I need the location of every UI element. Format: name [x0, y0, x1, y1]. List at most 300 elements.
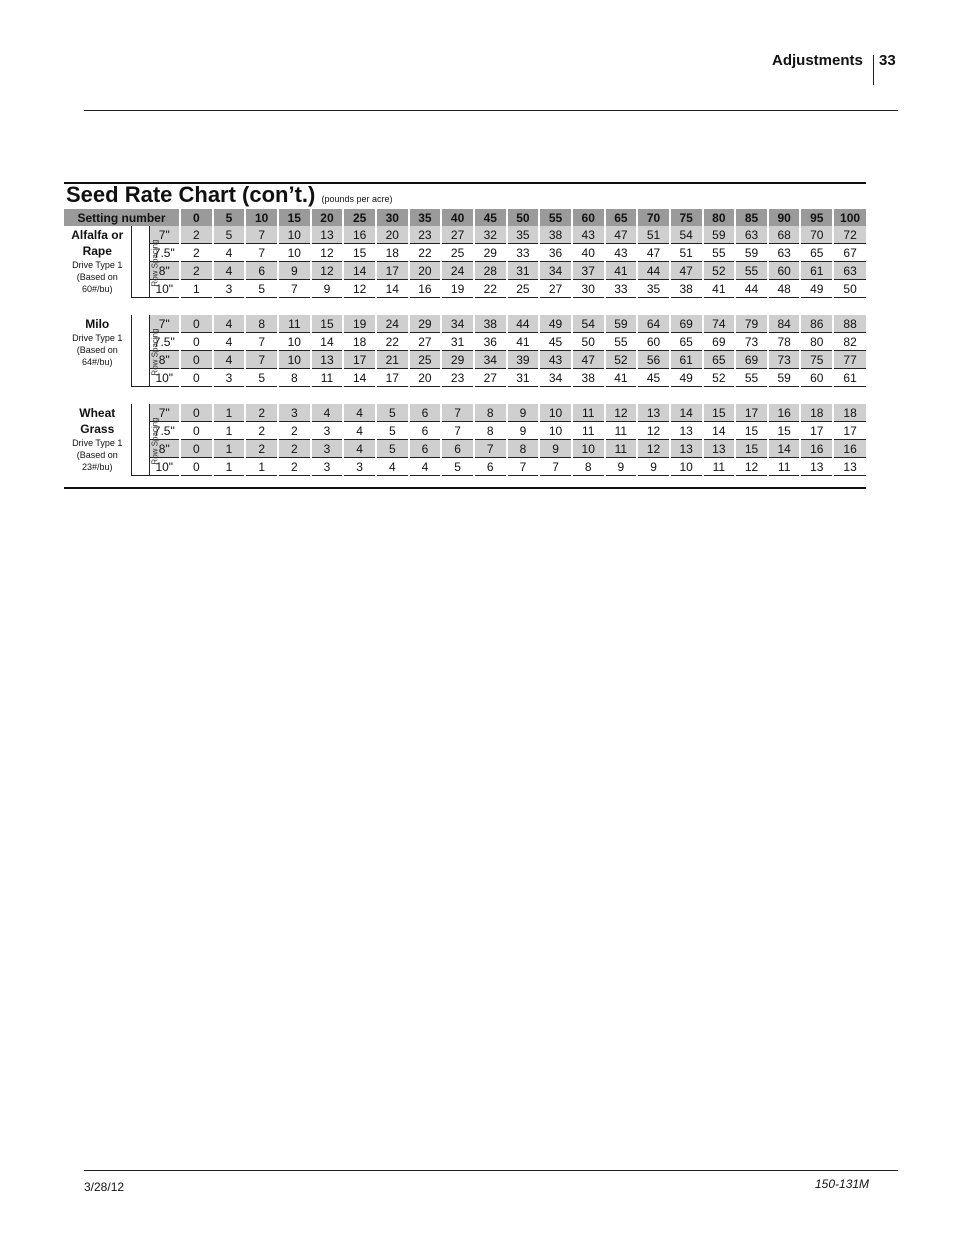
seed-rate-cell: 50 [833, 280, 866, 298]
seed-rate-cell: 27 [409, 333, 442, 351]
seed-rate-cell: 5 [245, 280, 278, 298]
header-rule [84, 110, 898, 111]
crop-name: Rape [82, 244, 112, 258]
seed-rate-cell: 3 [343, 458, 376, 476]
row-spacing-label [131, 226, 160, 298]
seed-rate-cell: 10 [278, 226, 311, 244]
seed-rate-cell: 49 [800, 280, 833, 298]
seed-rate-cell: 0 [180, 422, 213, 440]
row-spacing-value: 8" [149, 440, 180, 458]
crop-label [64, 404, 131, 476]
seed-rate-cell: 78 [768, 333, 801, 351]
seed-rate-cell: 13 [311, 226, 344, 244]
seed-rate-cell: 21 [376, 351, 409, 369]
seed-rate-cell: 14 [311, 333, 344, 351]
group-gap [64, 298, 866, 316]
seed-rate-cell: 6 [409, 422, 442, 440]
seed-rate-cell: 63 [735, 226, 768, 244]
seed-rate-cell: 52 [703, 262, 736, 280]
seed-rate-cell: 5 [441, 458, 474, 476]
seed-rate-cell: 6 [409, 440, 442, 458]
seed-rate-cell: 52 [703, 369, 736, 387]
seed-rate-cell: 17 [833, 422, 866, 440]
seed-rate-cell: 59 [605, 315, 638, 333]
seed-rate-cell: 61 [833, 369, 866, 387]
seed-rate-cell: 5 [213, 226, 246, 244]
seed-rate-cell: 69 [735, 351, 768, 369]
seed-rate-cell: 73 [735, 333, 768, 351]
setting-number-header: 60 [572, 209, 605, 226]
seed-rate-cell: 2 [245, 440, 278, 458]
seed-rate-cell: 9 [507, 404, 540, 422]
seed-rate-cell: 29 [474, 244, 507, 262]
seed-rate-cell: 74 [703, 315, 736, 333]
seed-rate-cell: 18 [833, 404, 866, 422]
seed-rate-cell: 5 [376, 404, 409, 422]
setting-number-label: Setting number [64, 209, 180, 226]
seed-rate-cell: 75 [800, 351, 833, 369]
crop-label [64, 226, 131, 298]
seed-rate-cell: 19 [343, 315, 376, 333]
seed-rate-cell: 0 [180, 440, 213, 458]
seed-rate-cell: 34 [539, 369, 572, 387]
seed-rate-cell: 49 [539, 315, 572, 333]
seed-rate-cell: 47 [572, 351, 605, 369]
seed-rate-cell: 40 [572, 244, 605, 262]
seed-rate-cell: 6 [409, 404, 442, 422]
seed-rate-cell: 77 [833, 351, 866, 369]
seed-rate-cell: 47 [605, 226, 638, 244]
setting-number-header: 20 [311, 209, 344, 226]
seed-rate-cell: 27 [474, 369, 507, 387]
seed-rate-cell: 34 [441, 315, 474, 333]
seed-rate-cell: 38 [539, 226, 572, 244]
seed-rate-cell: 82 [833, 333, 866, 351]
seed-rate-cell: 65 [800, 244, 833, 262]
seed-rate-cell: 31 [441, 333, 474, 351]
seed-rate-cell: 6 [474, 458, 507, 476]
table-row [64, 280, 866, 298]
seed-rate-cell: 61 [800, 262, 833, 280]
crop-detail: (Based on [76, 450, 118, 460]
crop-name: Alfalfa or [71, 228, 124, 242]
table-row [64, 333, 866, 351]
table-row [64, 422, 866, 440]
table-row [64, 458, 866, 476]
row-spacing-value: 10" [149, 280, 180, 298]
seed-rate-cell: 7 [245, 351, 278, 369]
seed-rate-cell: 33 [605, 280, 638, 298]
seed-rate-cell: 32 [474, 226, 507, 244]
seed-rate-cell: 27 [441, 226, 474, 244]
seed-rate-cell: 25 [441, 244, 474, 262]
seed-rate-cell: 24 [376, 315, 409, 333]
seed-rate-cell: 65 [670, 333, 703, 351]
seed-rate-cell: 60 [637, 333, 670, 351]
seed-rate-cell: 33 [507, 244, 540, 262]
header-divider [873, 55, 874, 85]
table-row [64, 404, 866, 422]
seed-rate-cell: 16 [768, 404, 801, 422]
seed-rate-cell: 41 [507, 333, 540, 351]
seed-rate-cell: 17 [735, 404, 768, 422]
seed-rate-cell: 12 [311, 262, 344, 280]
seed-rate-cell: 69 [670, 315, 703, 333]
seed-rate-cell: 55 [605, 333, 638, 351]
seed-rate-cell: 72 [833, 226, 866, 244]
crop-name: Milo [85, 317, 110, 331]
seed-rate-cell: 10 [539, 422, 572, 440]
crop-detail: 60#/bu) [81, 284, 113, 294]
seed-rate-cell: 9 [507, 422, 540, 440]
seed-rate-cell: 3 [311, 440, 344, 458]
seed-rate-cell: 3 [213, 280, 246, 298]
seed-rate-cell: 11 [278, 315, 311, 333]
chart-units: (pounds per acre) [321, 194, 393, 204]
row-spacing-text: Row Spacing [150, 416, 160, 465]
setting-number-header: 90 [768, 209, 801, 226]
chart-title-text: Seed Rate Chart (con’t.) [66, 182, 316, 207]
seed-rate-cell: 44 [637, 262, 670, 280]
seed-rate-cell: 13 [637, 404, 670, 422]
setting-number-header: 40 [441, 209, 474, 226]
seed-rate-cell: 36 [474, 333, 507, 351]
table-body [64, 226, 866, 476]
setting-number-header: 80 [703, 209, 736, 226]
seed-rate-cell: 84 [768, 315, 801, 333]
seed-rate-cell: 1 [245, 458, 278, 476]
seed-rate-cell: 14 [343, 262, 376, 280]
crop-detail: (Based on [76, 272, 118, 282]
seed-rate-cell: 0 [180, 458, 213, 476]
seed-rate-cell: 12 [311, 244, 344, 262]
seed-rate-cell: 8 [572, 458, 605, 476]
row-spacing-value: 10" [149, 458, 180, 476]
chart-bottom-rule [64, 487, 866, 489]
seed-rate-cell: 11 [605, 440, 638, 458]
seed-rate-cell: 0 [180, 315, 213, 333]
table-row [64, 369, 866, 387]
seed-rate-cell: 55 [703, 244, 736, 262]
seed-rate-cell: 11 [572, 404, 605, 422]
seed-rate-cell: 18 [343, 333, 376, 351]
seed-rate-cell: 3 [311, 422, 344, 440]
seed-rate-cell: 59 [735, 244, 768, 262]
setting-number-header: 45 [474, 209, 507, 226]
seed-rate-cell: 51 [637, 226, 670, 244]
seed-rate-cell: 4 [409, 458, 442, 476]
row-spacing-label [131, 404, 160, 476]
seed-rate-cell: 16 [800, 440, 833, 458]
seed-rate-cell: 0 [180, 333, 213, 351]
row-spacing-label [131, 315, 160, 387]
seed-rate-cell: 7 [245, 226, 278, 244]
seed-rate-cell: 36 [539, 244, 572, 262]
seed-rate-cell: 45 [539, 333, 572, 351]
seed-rate-cell: 12 [343, 280, 376, 298]
seed-rate-cell: 3 [213, 369, 246, 387]
seed-rate-cell: 7 [245, 333, 278, 351]
seed-rate-cell: 25 [409, 351, 442, 369]
seed-rate-cell: 11 [768, 458, 801, 476]
seed-rate-cell: 3 [278, 404, 311, 422]
seed-rate-cell: 4 [343, 422, 376, 440]
seed-rate-cell: 13 [703, 440, 736, 458]
seed-rate-cell: 15 [343, 244, 376, 262]
table-row [64, 351, 866, 369]
seed-rate-cell: 2 [278, 440, 311, 458]
seed-rate-cell: 41 [605, 369, 638, 387]
seed-rate-cell: 7 [474, 440, 507, 458]
seed-rate-cell: 13 [670, 440, 703, 458]
seed-rate-cell: 0 [180, 404, 213, 422]
seed-rate-cell: 20 [376, 226, 409, 244]
seed-rate-cell: 9 [637, 458, 670, 476]
seed-rate-cell: 14 [376, 280, 409, 298]
seed-rate-cell: 23 [409, 226, 442, 244]
seed-rate-cell: 2 [278, 422, 311, 440]
seed-rate-cell: 50 [572, 333, 605, 351]
seed-rate-cell: 47 [637, 244, 670, 262]
seed-rate-cell: 9 [605, 458, 638, 476]
seed-rate-cell: 6 [245, 262, 278, 280]
seed-rate-cell: 11 [311, 369, 344, 387]
crop-detail: 23#/bu) [81, 462, 113, 472]
table-row [64, 244, 866, 262]
seed-rate-cell: 67 [833, 244, 866, 262]
seed-rate-cell: 10 [670, 458, 703, 476]
seed-rate-cell: 17 [343, 351, 376, 369]
seed-rate-cell: 22 [376, 333, 409, 351]
seed-rate-cell: 41 [605, 262, 638, 280]
seed-rate-cell: 63 [833, 262, 866, 280]
setting-number-header: 30 [376, 209, 409, 226]
row-spacing-text: Row Spacing [150, 327, 160, 376]
crop-detail: 64#/bu) [81, 357, 113, 367]
seed-rate-cell: 10 [278, 351, 311, 369]
seed-rate-cell: 15 [735, 440, 768, 458]
row-spacing-value: 7.5" [149, 244, 180, 262]
seed-rate-cell: 56 [637, 351, 670, 369]
seed-rate-cell: 4 [213, 262, 246, 280]
seed-rate-cell: 13 [800, 458, 833, 476]
seed-rate-cell: 64 [637, 315, 670, 333]
row-spacing-value: 8" [149, 262, 180, 280]
seed-rate-cell: 35 [637, 280, 670, 298]
seed-rate-cell: 11 [572, 422, 605, 440]
table-row [64, 315, 866, 333]
seed-rate-cell: 19 [441, 280, 474, 298]
seed-rate-cell: 12 [735, 458, 768, 476]
seed-rate-cell: 16 [409, 280, 442, 298]
seed-rate-cell: 16 [343, 226, 376, 244]
seed-rate-cell: 2 [180, 226, 213, 244]
seed-rate-cell: 7 [441, 422, 474, 440]
seed-rate-cell: 22 [409, 244, 442, 262]
seed-rate-cell: 55 [735, 369, 768, 387]
seed-rate-cell: 7 [441, 404, 474, 422]
seed-rate-cell: 12 [605, 404, 638, 422]
seed-rate-cell: 86 [800, 315, 833, 333]
seed-rate-cell: 65 [703, 351, 736, 369]
seed-rate-cell: 35 [507, 226, 540, 244]
seed-rate-cell: 73 [768, 351, 801, 369]
seed-rate-cell: 2 [180, 262, 213, 280]
seed-rate-cell: 13 [833, 458, 866, 476]
seed-rate-cell: 70 [800, 226, 833, 244]
seed-rate-cell: 10 [539, 404, 572, 422]
seed-rate-cell: 17 [376, 369, 409, 387]
seed-rate-cell: 4 [376, 458, 409, 476]
seed-rate-cell: 79 [735, 315, 768, 333]
seed-rate-cell: 69 [703, 333, 736, 351]
row-spacing-value: 7.5" [149, 422, 180, 440]
seed-rate-cell: 13 [311, 351, 344, 369]
section-title: Adjustments [772, 52, 863, 69]
table-header [64, 209, 866, 226]
setting-number-header: 10 [245, 209, 278, 226]
seed-rate-cell: 43 [605, 244, 638, 262]
row-spacing-value: 7" [149, 315, 180, 333]
setting-number-header: 95 [800, 209, 833, 226]
seed-rate-cell: 15 [311, 315, 344, 333]
seed-rate-cell: 38 [474, 315, 507, 333]
crop-detail: Drive Type 1 [72, 333, 123, 343]
seed-rate-cell: 31 [507, 369, 540, 387]
seed-rate-cell: 2 [245, 404, 278, 422]
seed-rate-cell: 20 [409, 369, 442, 387]
row-spacing-value: 7" [149, 404, 180, 422]
seed-rate-cell: 14 [670, 404, 703, 422]
table-row [64, 262, 866, 280]
seed-rate-cell: 2 [278, 458, 311, 476]
seed-rate-cell: 7 [245, 244, 278, 262]
seed-rate-cell: 17 [376, 262, 409, 280]
seed-rate-cell: 1 [213, 422, 246, 440]
group-gap [64, 387, 866, 405]
seed-rate-cell: 7 [507, 458, 540, 476]
seed-rate-cell: 15 [768, 422, 801, 440]
seed-rate-cell: 60 [768, 262, 801, 280]
seed-rate-table [64, 209, 866, 476]
seed-rate-cell: 5 [245, 369, 278, 387]
setting-number-header: 100 [833, 209, 866, 226]
seed-rate-cell: 29 [409, 315, 442, 333]
setting-number-header: 35 [409, 209, 442, 226]
seed-rate-cell: 22 [474, 280, 507, 298]
seed-rate-cell: 44 [507, 315, 540, 333]
seed-rate-cell: 48 [768, 280, 801, 298]
seed-rate-cell: 13 [670, 422, 703, 440]
seed-rate-cell: 8 [278, 369, 311, 387]
seed-rate-cell: 34 [539, 262, 572, 280]
seed-rate-cell: 4 [343, 404, 376, 422]
seed-rate-cell: 12 [637, 422, 670, 440]
seed-rate-cell: 4 [311, 404, 344, 422]
seed-rate-cell: 80 [800, 333, 833, 351]
seed-rate-cell: 10 [278, 333, 311, 351]
seed-rate-cell: 9 [539, 440, 572, 458]
seed-rate-cell: 52 [605, 351, 638, 369]
row-spacing-value: 7" [149, 226, 180, 244]
crop-detail: Drive Type 1 [72, 438, 123, 448]
seed-rate-cell: 51 [670, 244, 703, 262]
crop-label [64, 315, 131, 387]
seed-rate-cell: 63 [768, 244, 801, 262]
seed-rate-cell: 30 [572, 280, 605, 298]
seed-rate-cell: 6 [441, 440, 474, 458]
setting-number-header: 15 [278, 209, 311, 226]
seed-rate-cell: 18 [800, 404, 833, 422]
seed-rate-cell: 38 [572, 369, 605, 387]
seed-rate-cell: 4 [213, 333, 246, 351]
seed-rate-cell: 1 [213, 458, 246, 476]
seed-rate-cell: 45 [637, 369, 670, 387]
seed-rate-cell: 20 [409, 262, 442, 280]
seed-rate-cell: 0 [180, 351, 213, 369]
seed-rate-cell: 2 [180, 244, 213, 262]
seed-rate-cell: 16 [833, 440, 866, 458]
seed-rate-cell: 59 [768, 369, 801, 387]
seed-rate-cell: 9 [311, 280, 344, 298]
seed-rate-cell: 4 [213, 351, 246, 369]
seed-rate-cell: 2 [245, 422, 278, 440]
table-row [64, 440, 866, 458]
seed-rate-cell: 14 [703, 422, 736, 440]
seed-rate-cell: 5 [376, 440, 409, 458]
table-row [64, 226, 866, 244]
seed-rate-cell: 34 [474, 351, 507, 369]
seed-rate-cell: 39 [507, 351, 540, 369]
seed-rate-cell: 31 [507, 262, 540, 280]
seed-rate-cell: 7 [539, 458, 572, 476]
seed-rate-cell: 44 [735, 280, 768, 298]
seed-rate-cell: 1 [180, 280, 213, 298]
seed-rate-cell: 4 [343, 440, 376, 458]
seed-rate-cell: 88 [833, 315, 866, 333]
seed-rate-cell: 68 [768, 226, 801, 244]
seed-rate-cell: 1 [213, 440, 246, 458]
seed-rate-cell: 10 [278, 244, 311, 262]
seed-rate-cell: 5 [376, 422, 409, 440]
seed-rate-cell: 0 [180, 369, 213, 387]
row-spacing-value: 8" [149, 351, 180, 369]
footer-date: 3/28/12 [84, 1180, 125, 1194]
row-spacing-text: Row Spacing [150, 238, 160, 287]
seed-rate-cell: 47 [670, 262, 703, 280]
seed-rate-cell: 12 [637, 440, 670, 458]
seed-rate-cell: 43 [539, 351, 572, 369]
seed-rate-cell: 18 [376, 244, 409, 262]
seed-rate-cell: 17 [800, 422, 833, 440]
footer-doc-number: 150-131M [815, 1177, 870, 1191]
row-spacing-value: 7.5" [149, 333, 180, 351]
seed-rate-cell: 59 [703, 226, 736, 244]
seed-rate-cell: 54 [572, 315, 605, 333]
crop-detail: Drive Type 1 [72, 260, 123, 270]
seed-rate-cell: 29 [441, 351, 474, 369]
row-spacing-value: 10" [149, 369, 180, 387]
seed-rate-cell: 10 [572, 440, 605, 458]
seed-rate-cell: 11 [605, 422, 638, 440]
seed-rate-cell: 54 [670, 226, 703, 244]
chart-title [66, 182, 393, 212]
seed-rate-cell: 49 [670, 369, 703, 387]
setting-number-header: 75 [670, 209, 703, 226]
seed-rate-cell: 4 [213, 244, 246, 262]
seed-rate-cell: 8 [507, 440, 540, 458]
seed-rate-cell: 38 [670, 280, 703, 298]
